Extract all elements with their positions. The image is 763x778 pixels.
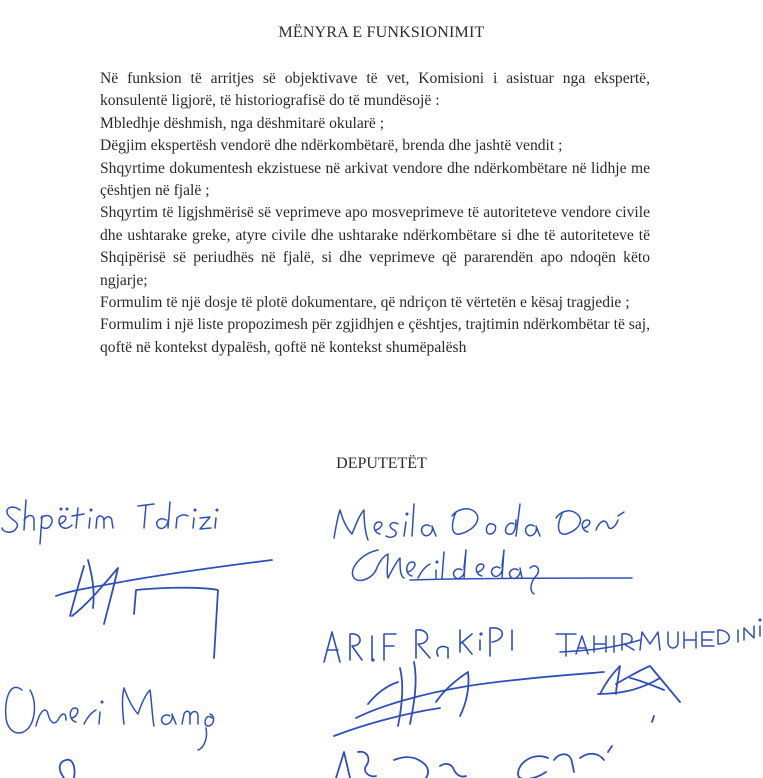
paragraph-item-4: Shqyrtim të ligjshmërisë së veprimeve apo mosveprimeve të autoriteteve vendore civile dhe ushtarake greke, atyre civile dhe ushtarake ndërkombëtare si dhe të autoriteteve të Shqipërisë së periudhës në fjalë, si dhe veprimeve që pararendën apo ndoqën këto ngjarje; [100,204,650,289]
signature-arif-rakipi [324,628,512,662]
paragraph-item-2: Dëgjim ekspertësh vendorë dhe ndërkombëtarë, brenda dhe jashtë vendit ; [100,137,563,155]
paragraph-item-5: Formulim të një dosje të plotë dokumentare, që ndriçon të vërtetën e kësaj tragjedie ; [100,294,630,312]
signature-mark-bottom-center [336,752,466,778]
paragraph-item-1: Mbledhje dëshmish, nga dëshmitarë okularë ; [100,114,385,132]
signature-area [0,490,763,778]
signature-mark-tahir-muhedini [598,666,680,702]
paragraph-intro: Në funksion të arritjes së objektivave të vet, Komisioni i asistuar nga ekspertë, konsulentë ligjorë, të historiografisë do të mundësojë : [100,70,650,110]
signature-tahir-muhedini [556,619,761,656]
signature-ameri-mamo [6,687,214,750]
paragraph-item-6: Formulim i një liste propozimesh për zgjidhjen e çështjes, trajtimin ndërkombëtar të saj, qoftë në kontekst dypalësh, qoftë në kontekst shumëpalësh [100,316,650,356]
signature-mark-bottom-left [60,760,75,778]
signature-mark-arif-rakipi [334,662,604,736]
signature-mark-mesila-doda [352,550,632,594]
paragraph-item-3: Shqyrtime dokumentesh ekzistuese në arkivat vendore dhe ndërkombëtare në lidhje me çështjen në fjalë ; [100,159,650,200]
signature-mark-bottom-right [518,716,654,778]
body-text [100,68,650,359]
signature-mesila-doda [334,504,624,540]
handwritten-signatures-image [0,490,763,778]
signature-mark-shpetim-idrizi [56,560,272,658]
signatures-heading: DEPUTETËT [336,455,427,472]
page-title: MËNYRA E FUNKSIONIMIT [278,24,485,41]
signature-shpetim-idrizi [2,500,218,544]
